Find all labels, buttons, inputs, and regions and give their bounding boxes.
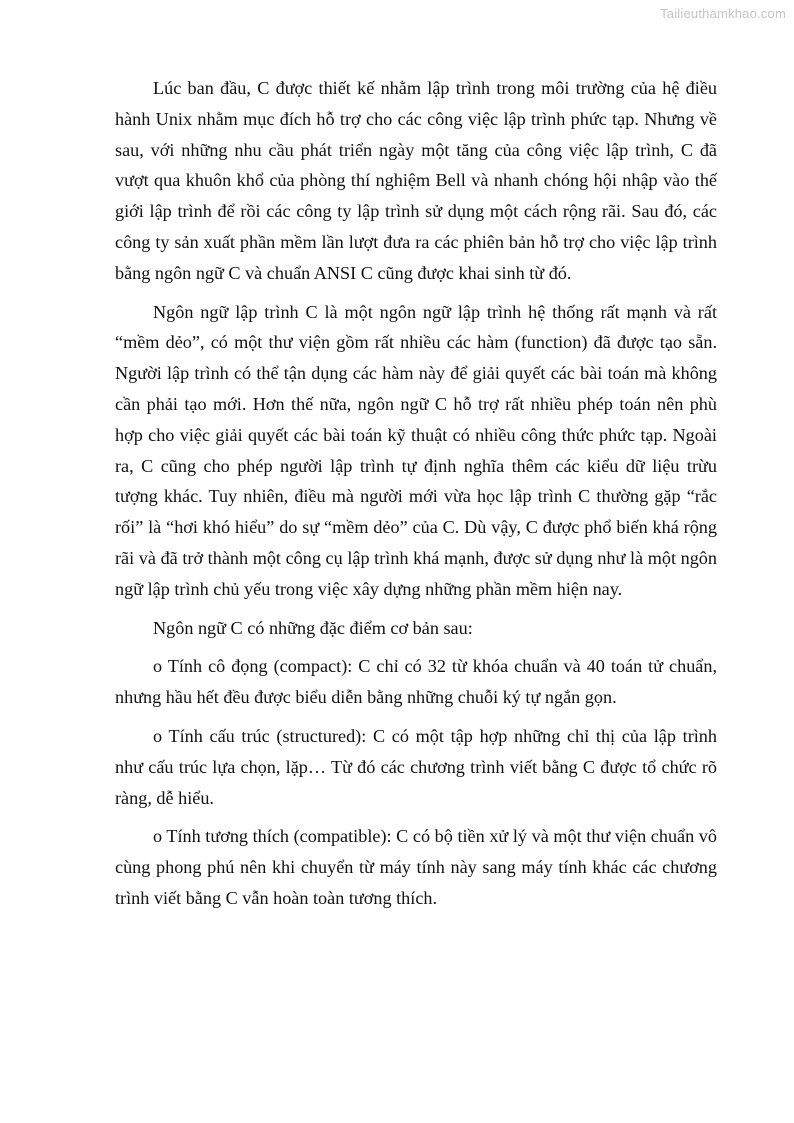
list-item-compact: o Tính cô đọng (compact): C chỉ có 32 từ khóa chuẩn và 40 toán tử chuẩn, nhưng hầu hết đều được biểu diễn bằng những chuỗi ký tự ngắn gọn. (115, 656, 717, 708)
document-body (115, 73, 717, 922)
paragraph-features-intro: Ngôn ngữ C có những đặc điểm cơ bản sau: (153, 617, 473, 638)
paragraph-history: Lúc ban đầu, C được thiết kế nhằm lập trình trong môi trường của hệ điều hành Unix nhằm mục đích hỗ trợ cho các công việc lập trình phức tạp. Nhưng về sau, với những nhu cầu phát triển ngày một tăng của công việc lập trình, C đã vượt qua khuôn khổ của phòng thí nghiệm Bell và nhanh chóng hội nhập vào thế giới lập trình để rồi các công ty lập trình sử dụng một cách rộng rãi. Sau đó, các công ty sản xuất phần mềm lần lượt đưa ra các phiên bản hỗ trợ cho việc lập trình bằng ngôn ngữ C và chuẩn ANSI C cũng được khai sinh từ đó. (115, 78, 717, 283)
list-item-compatible: o Tính tương thích (compatible): C có bộ tiền xử lý và một thư viện chuẩn vô cùng phong phú nên khi chuyển từ máy tính này sang máy tính khác các chương trình viết bằng C vẫn hoàn toàn tương thích. (115, 826, 717, 908)
site-watermark: Tailieuthamkhao.com (660, 6, 786, 21)
paragraph-overview: Ngôn ngữ lập trình C là một ngôn ngữ lập trình hệ thống rất mạnh và rất “mềm dẻo”, có một thư viện gồm rất nhiều các hàm (function) đã được tạo sẵn. Người lập trình có thể tận dụng các hàm này để giải quyết các bài toán mà không cần phải tạo mới. Hơn thế nữa, ngôn ngữ C hỗ trợ rất nhiều phép toán nên phù hợp cho việc giải quyết các bài toán kỹ thuật có nhiều công thức phức tạp. Ngoài ra, C cũng cho phép người lập trình tự định nghĩa thêm các kiểu dữ liệu trừu tượng khác. Tuy nhiên, điều mà người mới vừa học lập trình C thường gặp “rắc rối” là “hơi khó hiểu” do sự “mềm dẻo” của C. Dù vậy, C được phổ biến khá rộng rãi và đã trở thành một công cụ lập trình khá mạnh, được sử dụng như là một ngôn ngữ lập trình chủ yếu trong việc xây dựng những phần mềm hiện nay. (115, 301, 717, 599)
list-item-structured: o Tính cấu trúc (structured): C có một tập hợp những chỉ thị của lập trình như cấu trúc lựa chọn, lặp… Từ đó các chương trình viết bằng C được tổ chức rõ ràng, dễ hiểu. (115, 725, 717, 808)
